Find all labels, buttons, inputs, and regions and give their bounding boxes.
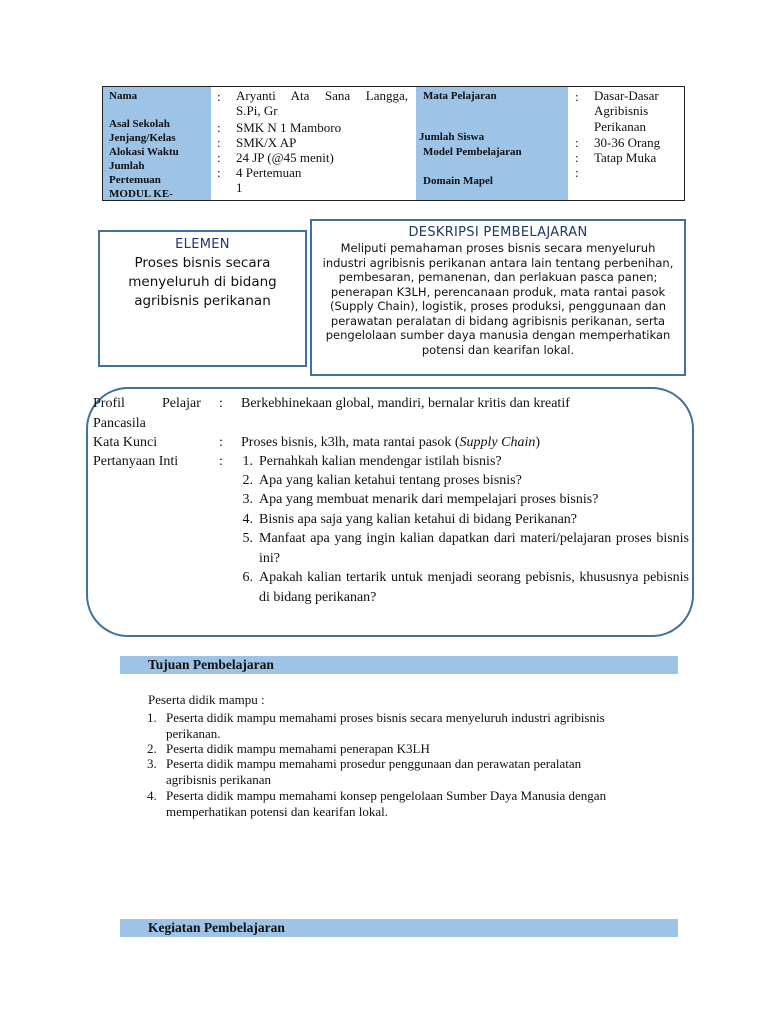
kata-kunci-italic: Supply Chain [459, 435, 536, 450]
kata-kunci-close: ) [535, 435, 541, 450]
label-jenjang-kelas: Jenjang/Kelas [109, 132, 176, 144]
question-text: Apa yang membuat menarik dari mempelajari proses bisnis? [259, 492, 599, 507]
elemen-title: ELEMEN [175, 237, 230, 252]
value-jumlah-pertemuan: 4 Pertemuan [236, 165, 302, 180]
value-asal-sekolah: SMK N 1 Mamboro [236, 120, 342, 135]
label-model-pembelajaran: Model Pembelajaran [423, 146, 522, 158]
tujuan-intro: Peserta didik mampu : [148, 692, 265, 707]
label-jumlah-siswa: Jumlah Siswa [419, 131, 485, 143]
colon: : [217, 89, 221, 104]
deskripsi-title: DESKRIPSI PEMBELAJARAN [408, 225, 588, 240]
kegiatan-header: Kegiatan Pembelajaran [120, 919, 678, 937]
tujuan-item: Peserta didik mampu memahami konsep pengelolaan Sumber Daya Manusia dengan memperhatikan potensi dan kearifan lokal. [166, 788, 607, 819]
question-text: Manfaat apa yang ingin kalian dapatkan dari materi/pelajaran proses bisnis ini? [259, 531, 689, 566]
tujuan-item: Peserta didik mampu memahami penerapan K3LH [166, 741, 430, 756]
colon: : [575, 89, 579, 104]
colon: : [219, 435, 223, 450]
colon: : [219, 454, 223, 469]
tujuan-item: Peserta didik mampu memahami prosedur penggunaan dan perawatan peralatan agribisnis perikanan [166, 756, 582, 787]
value-nama-line1: Aryanti Ata Sana Langga, [236, 88, 408, 103]
deskripsi-box [310, 219, 686, 376]
kata-kunci-text: Proses bisnis, k3lh, mata rantai pasok ( [241, 435, 460, 450]
value-nama-line2: S.Pi, Gr [236, 103, 278, 118]
question-text: Pernahkah kalian mendengar istilah bisnis? [259, 454, 502, 469]
label-pelajar: Pelajar [162, 396, 201, 411]
question-text: Apa yang kalian ketahui tentang proses bisnis? [259, 473, 522, 488]
tujuan-header: Tujuan Pembelajaran [120, 656, 678, 674]
tujuan-item: Peserta didik mampu memahami proses bisnis secara menyeluruh industri agribisnis perikanan. [166, 710, 605, 741]
label-kata-kunci: Kata Kunci [93, 435, 158, 450]
question-number: 3. [242, 492, 253, 507]
question-number: 6. [242, 570, 253, 585]
question-number: 5. [242, 531, 253, 546]
tujuan-number: 3. [147, 756, 157, 771]
label-alokasi-waktu: Alokasi Waktu [109, 146, 179, 158]
profil-value: Berkebhinekaan global, mandiri, bernalar kritis dan kreatif [241, 396, 570, 411]
elemen-box [98, 230, 307, 367]
value-mata-pelajaran-line3: Perikanan [594, 119, 646, 134]
question-number: 1. [242, 454, 253, 469]
colon: : [575, 135, 579, 150]
label-mata-pelajaran: Mata Pelajaran [423, 90, 497, 102]
value-alokasi-waktu: 24 JP (@45 menit) [236, 150, 334, 165]
question-number: 4. [242, 512, 253, 527]
label-modul-ke: MODUL KE- [109, 188, 173, 200]
value-jumlah-siswa: 30-36 Orang [594, 135, 661, 150]
label-pertanyaan-inti: Pertanyaan Inti [93, 454, 179, 469]
label-asal-sekolah: Asal Sekolah [109, 118, 170, 130]
colon: : [217, 150, 221, 165]
value-mata-pelajaran-line2: Agribisnis [594, 103, 649, 118]
tujuan-number: 4. [147, 788, 157, 803]
kata-kunci-value [241, 433, 540, 452]
label-pancasila: Pancasila [93, 416, 146, 431]
label-pertemuan: Pertemuan [109, 174, 161, 186]
colon: : [575, 150, 579, 165]
deskripsi-text: Meliputi pemahaman proses bisnis secara menyeluruh industri agribisnis perikanan antara lain tentang perbenihan, pembesaran, pemanenan, dan perlakuan pasca panen; penerapan K3LH, perencanaan produk, mata rantai pasok (Supply Chain), logistik, proses produksi, penggunaan dan perawatan peralatan di bidang agribisnis perikanan, serta pengelolaan sumber daya manusia dengan memperhatikan potensi dan kearifan lokal. [322, 241, 674, 357]
question-text: Apakah kalian tertarik untuk menjadi seorang pebisnis, khususnya pebisnis di bidang perikanan? [259, 570, 689, 605]
question-text: Bisnis apa saja yang kalian ketahui di bidang Perikanan? [259, 512, 578, 527]
label-profil: Profil [93, 396, 125, 411]
colon: : [575, 165, 579, 180]
colon: : [219, 396, 223, 411]
label-domain-mapel: Domain Mapel [423, 175, 493, 187]
colon: : [217, 135, 221, 150]
elemen-text: Proses bisnis secara menyeluruh di bidang agribisnis perikanan [128, 255, 277, 309]
value-modul-ke: 1 [236, 180, 243, 195]
colon: : [217, 120, 221, 135]
value-model-pembelajaran: Tatap Muka [594, 150, 657, 165]
value-mata-pelajaran-line1: Dasar-Dasar [594, 88, 659, 103]
tujuan-number: 2. [147, 741, 157, 756]
label-nama: Nama [109, 90, 138, 102]
tujuan-number: 1. [147, 710, 157, 725]
value-jenjang-kelas: SMK/X AP [236, 135, 297, 150]
colon: : [217, 165, 221, 180]
identity-table [102, 86, 685, 201]
label-jumlah: Jumlah [109, 160, 145, 172]
question-number: 2. [242, 473, 253, 488]
